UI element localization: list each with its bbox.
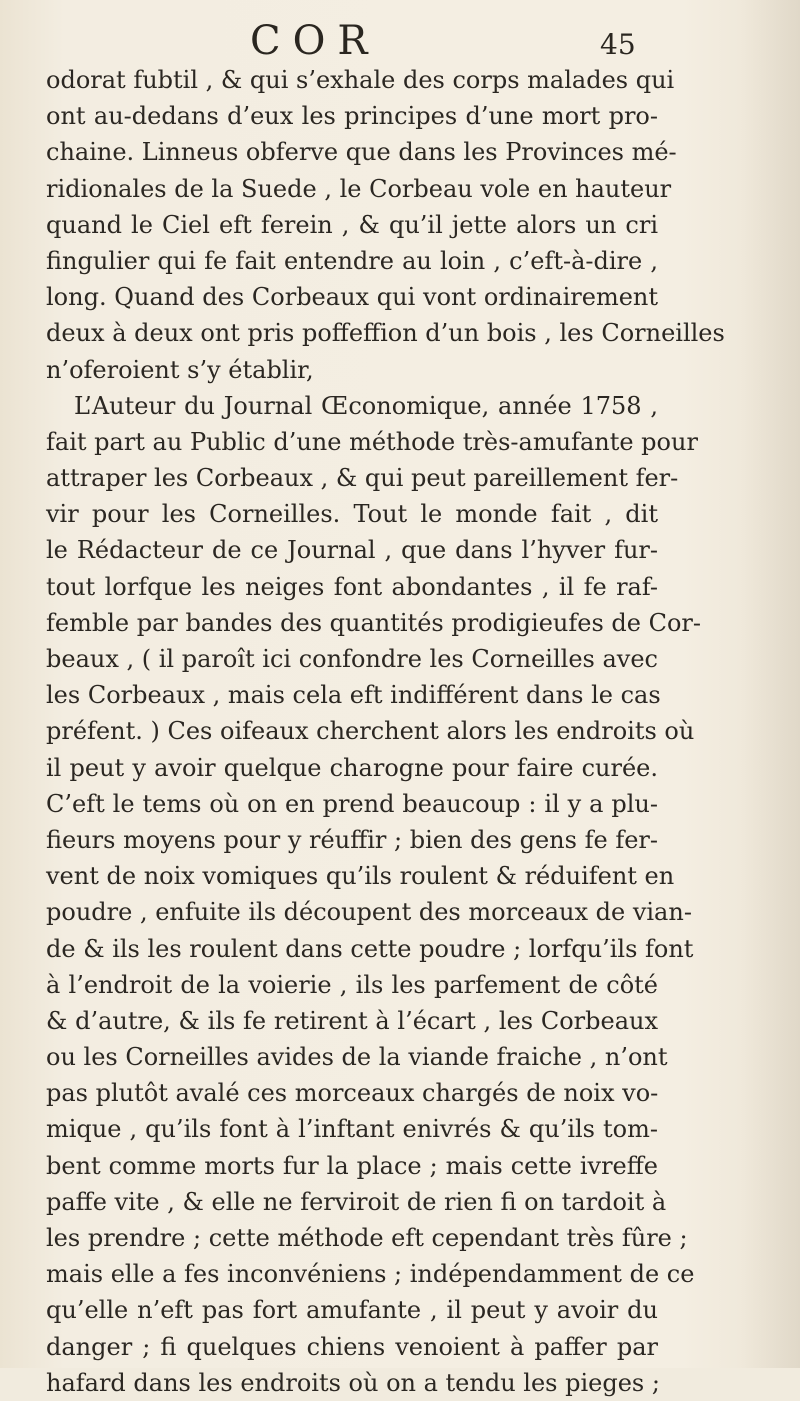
text-line: de & ils les roulent dans cette poudre ; lorfqu’ils font	[46, 934, 694, 963]
text-line: à l’endroit de la voierie , ils les parfement de côté	[46, 970, 658, 999]
text-line: tout lorfque les neiges font abondantes , il fe raf-	[46, 572, 658, 601]
page-number: 45	[600, 28, 636, 61]
text-line: C’eft le tems où on en prend beaucoup : il y a plu-	[46, 789, 658, 818]
page-shadow	[740, 0, 800, 1368]
text-line: fingulier qui fe fait entendre au loin , c’eft-à-dire ,	[46, 246, 658, 275]
text-line: paffe vite , & elle ne ferviroit de rien fi on tardoit à	[46, 1187, 667, 1216]
text-line: qu’elle n’eft pas fort amufante , il peut y avoir du	[46, 1296, 658, 1325]
text-line: préfent. ) Ces oifeaux cherchent alors les endroits où	[46, 717, 695, 746]
running-head: COR	[250, 18, 380, 64]
text-line: poudre , enfuite ils découpent des morceaux de vian-	[46, 898, 692, 927]
text-line: attraper les Corbeaux , & qui peut pareillement fer-	[46, 464, 679, 493]
text-line: mique , qu’ils font à l’inftant enivrés & qu’ils tom-	[46, 1115, 658, 1144]
text-line: vent de noix vomiques qu’ils roulent & réduifent en	[46, 862, 675, 891]
text-line: les Corbeaux , mais cela eft indifférent dans le cas	[46, 681, 661, 710]
text-line: quand le Ciel eft ferein , & qu’il jette alors un cri	[46, 210, 658, 239]
text-line: il peut y avoir quelque charogne pour faire curée.	[46, 753, 658, 782]
text-line: mais elle a fes inconvéniens ; indépendamment de ce	[46, 1260, 695, 1289]
text-line: ont au-dedans d’eux les principes d’une mort pro-	[46, 102, 658, 131]
text-line: ou les Corneilles avides de la viande fraiche , n’ont	[46, 1043, 668, 1072]
page-header	[0, 16, 800, 66]
text-line: vir pour les Corneilles. Tout le monde fait , dit	[46, 500, 658, 529]
text-line: fait part au Public d’une méthode très-amufante pour	[46, 427, 698, 456]
text-line: bent comme morts fur la place ; mais cette ivreffe	[46, 1151, 658, 1180]
text-line: fieurs moyens pour y réuffir ; bien des gens fe fer-	[46, 825, 658, 854]
text-line: ridionales de la Suede , le Corbeau vole en hauteur	[46, 174, 672, 203]
text-line: deux à deux ont pris poffeffion d’un bois , les Corneilles	[46, 319, 725, 348]
text-line: L’Auteur du Journal Œconomique, année 1758 ,	[74, 391, 658, 420]
body-text	[46, 62, 725, 1401]
text-line: les prendre ; cette méthode eft cependant très fûre ;	[46, 1224, 688, 1252]
text-line: hafard dans les endroits où on a tendu les pieges ;	[46, 1368, 660, 1397]
text-line: beaux , ( il paroît ici confondre les Corneilles avec	[46, 645, 658, 673]
text-line: & d’autre, & ils fe retirent à l’écart , les Corbeaux	[46, 1006, 658, 1035]
text-line: odorat fubtil , & qui s’exhale des corps malades qui	[46, 66, 675, 94]
text-line: femble par bandes des quantités prodigieufes de Cor-	[46, 608, 701, 637]
text-line: danger ; fi quelques chiens venoient à paffer par	[46, 1332, 658, 1361]
text-line: n’oferoient s’y établir,	[46, 355, 314, 384]
text-line: le Rédacteur de ce Journal , que dans l’hyver fur-	[46, 536, 658, 565]
text-line: long. Quand des Corbeaux qui vont ordinairement	[46, 283, 658, 312]
text-line: pas plutôt avalé ces morceaux chargés de noix vo-	[46, 1079, 659, 1108]
text-line: chaine. Linneus obferve que dans les Provinces mé-	[46, 138, 677, 167]
